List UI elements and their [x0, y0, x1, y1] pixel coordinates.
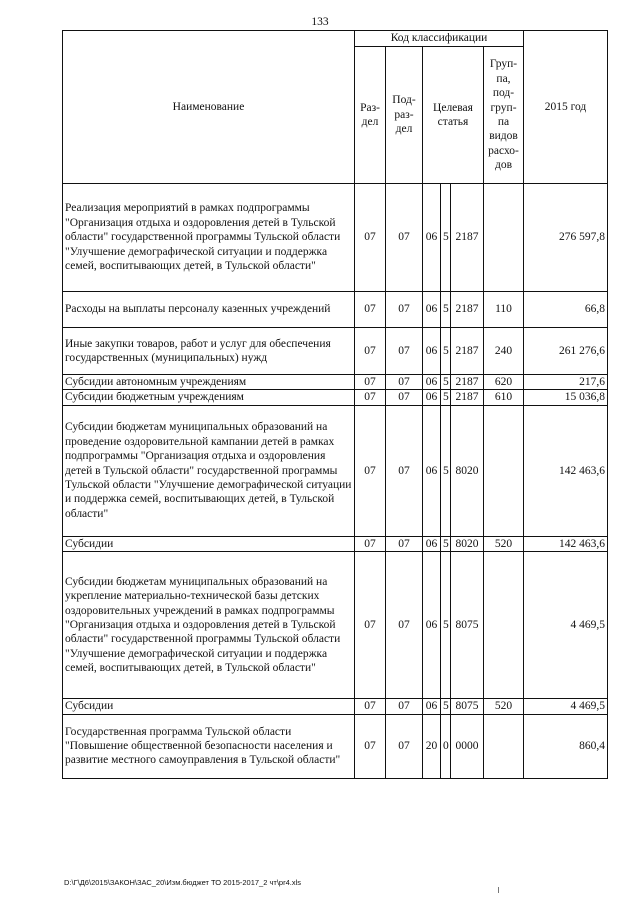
table-row — [63, 375, 608, 390]
table-row — [63, 184, 608, 292]
row-target-direction: 2187 — [451, 292, 484, 328]
row-name: Расходы на выплаты персоналу казенных учреждений — [63, 292, 355, 328]
row-expense-group: 520 — [484, 699, 524, 714]
row-name: Реализация мероприятий в рамках подпрограммы "Организация отдыха и оздоровления детей в Тульской области" государственной программы Тульской области "Улучшение демографической ситуации и поддержка семей, воспитывающих детей, в Тульской области" — [63, 184, 355, 292]
row-section: 07 — [355, 405, 386, 536]
row-target-program: 06 — [423, 328, 441, 375]
row-name: Субсидии — [63, 536, 355, 551]
row-target-direction: 2187 — [451, 375, 484, 390]
row-amount: 860,4 — [524, 714, 608, 778]
page-number: 133 — [311, 16, 329, 28]
budget-table — [62, 30, 608, 779]
row-subsection: 07 — [386, 714, 423, 778]
row-target-direction: 2187 — [451, 390, 484, 405]
table-row — [63, 390, 608, 405]
row-subsection: 07 — [386, 552, 423, 699]
row-expense-group: 110 — [484, 292, 524, 328]
row-target-program: 06 — [423, 536, 441, 551]
header-subsection: Под- раз- дел — [386, 47, 423, 184]
table-body — [63, 184, 608, 779]
row-target-program: 20 — [423, 714, 441, 778]
row-amount: 276 597,8 — [524, 184, 608, 292]
row-target-subprogram: 5 — [441, 328, 451, 375]
table-row — [63, 699, 608, 714]
row-target-subprogram: 5 — [441, 375, 451, 390]
row-expense-group: 620 — [484, 375, 524, 390]
row-target-subprogram: 5 — [441, 536, 451, 551]
row-expense-group — [484, 714, 524, 778]
row-section: 07 — [355, 292, 386, 328]
row-subsection: 07 — [386, 390, 423, 405]
header-year: 2015 год — [524, 31, 608, 184]
row-amount: 217,6 — [524, 375, 608, 390]
row-target-direction: 8020 — [451, 405, 484, 536]
row-subsection: 07 — [386, 699, 423, 714]
row-section: 07 — [355, 184, 386, 292]
row-target-direction: 8075 — [451, 552, 484, 699]
header-name: Наименование — [63, 31, 355, 184]
row-expense-group — [484, 184, 524, 292]
row-target-program: 06 — [423, 184, 441, 292]
header-classification: Код классификации — [355, 31, 524, 47]
row-amount: 142 463,6 — [524, 405, 608, 536]
row-section: 07 — [355, 536, 386, 551]
row-target-subprogram: 5 — [441, 184, 451, 292]
row-target-program: 06 — [423, 405, 441, 536]
row-target-direction: 0000 — [451, 714, 484, 778]
row-target-direction: 8075 — [451, 699, 484, 714]
table-row — [63, 552, 608, 699]
row-section: 07 — [355, 375, 386, 390]
row-subsection: 07 — [386, 536, 423, 551]
scan-mark — [498, 887, 499, 893]
row-subsection: 07 — [386, 405, 423, 536]
row-name: Субсидии бюджетным учреждениям — [63, 390, 355, 405]
row-target-subprogram: 5 — [441, 552, 451, 699]
row-expense-group — [484, 405, 524, 536]
row-target-program: 06 — [423, 375, 441, 390]
table-row — [63, 405, 608, 536]
file-path-footer: D:\Г\Д6\2015\ЗАКОН\ЗАС_20\Изм.бюджет ТО 2015-2017_2 чт\pr4.xls — [64, 878, 301, 887]
row-name: Государственная программа Тульской области "Повышение общественной безопасности населения и развитие местного самоуправления в Тульской области" — [63, 714, 355, 778]
row-name: Субсидии — [63, 699, 355, 714]
row-target-direction: 8020 — [451, 536, 484, 551]
row-amount: 66,8 — [524, 292, 608, 328]
row-name: Субсидии бюджетам муниципальных образований на проведение оздоровительной кампании детей в рамках подпрограммы "Организация отдыха и оздоровления детей в Тульской области" государственной программы Тульской области "Улучшение демографической ситуации и поддержка семей, воспитывающих детей, в Тульской области" — [63, 405, 355, 536]
row-expense-group: 240 — [484, 328, 524, 375]
row-target-subprogram: 5 — [441, 390, 451, 405]
row-expense-group: 610 — [484, 390, 524, 405]
header-expense-group: Груп- па, под- груп- па видов расхо- дов — [484, 47, 524, 184]
table-row — [63, 328, 608, 375]
table-row — [63, 714, 608, 778]
row-target-subprogram: 5 — [441, 699, 451, 714]
row-target-subprogram: 5 — [441, 405, 451, 536]
row-target-direction: 2187 — [451, 184, 484, 292]
row-amount: 15 036,8 — [524, 390, 608, 405]
row-expense-group — [484, 552, 524, 699]
row-section: 07 — [355, 699, 386, 714]
row-section: 07 — [355, 714, 386, 778]
row-target-subprogram: 5 — [441, 292, 451, 328]
row-subsection: 07 — [386, 375, 423, 390]
row-subsection: 07 — [386, 184, 423, 292]
row-target-subprogram: 0 — [441, 714, 451, 778]
row-target-program: 06 — [423, 552, 441, 699]
header-target-article: Целевая статья — [423, 47, 484, 184]
row-section: 07 — [355, 552, 386, 699]
header-section: Раз- дел — [355, 47, 386, 184]
row-target-program: 06 — [423, 699, 441, 714]
row-target-direction: 2187 — [451, 328, 484, 375]
row-target-program: 06 — [423, 292, 441, 328]
row-amount: 4 469,5 — [524, 699, 608, 714]
row-subsection: 07 — [386, 292, 423, 328]
table-row — [63, 292, 608, 328]
row-name: Субсидии автономным учреждениям — [63, 375, 355, 390]
row-amount: 142 463,6 — [524, 536, 608, 551]
row-section: 07 — [355, 328, 386, 375]
row-name: Иные закупки товаров, работ и услуг для обеспечения государственных (муниципальных) нужд — [63, 328, 355, 375]
row-name: Субсидии бюджетам муниципальных образований на укрепление материально-технической базы детских оздоровительных учреждений в рамках подпрограммы "Организация отдыха и оздоровления детей в Тульской области" государственной программы Тульской области "Улучшение демографической ситуации и поддержка семей, воспитывающих детей, в Тульской области" — [63, 552, 355, 699]
row-expense-group: 520 — [484, 536, 524, 551]
row-amount: 4 469,5 — [524, 552, 608, 699]
row-section: 07 — [355, 390, 386, 405]
table-row — [63, 536, 608, 551]
row-target-program: 06 — [423, 390, 441, 405]
row-amount: 261 276,6 — [524, 328, 608, 375]
row-subsection: 07 — [386, 328, 423, 375]
